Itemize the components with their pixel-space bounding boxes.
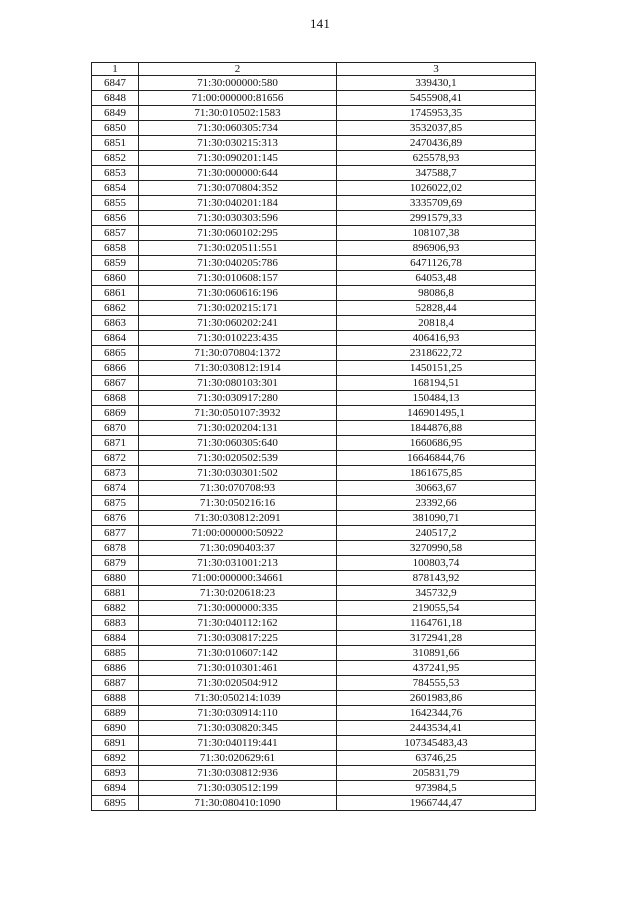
table-row <box>92 691 536 706</box>
row-number-cell: 6856 <box>92 211 139 226</box>
value-cell: 98086,8 <box>337 286 536 301</box>
cadastral-number-cell: 71:30:070804:352 <box>139 181 337 196</box>
cadastral-number-cell: 71:30:030812:1914 <box>139 361 337 376</box>
cadastral-number-cell: 71:30:020504:912 <box>139 676 337 691</box>
cadastral-number-cell: 71:30:020629:61 <box>139 751 337 766</box>
cadastral-number-cell: 71:30:030817:225 <box>139 631 337 646</box>
row-number-cell: 6869 <box>92 406 139 421</box>
value-cell: 107345483,43 <box>337 736 536 751</box>
table-row <box>92 706 536 721</box>
value-cell: 310891,66 <box>337 646 536 661</box>
value-cell: 437241,95 <box>337 661 536 676</box>
row-number-cell: 6849 <box>92 106 139 121</box>
value-cell: 100803,74 <box>337 556 536 571</box>
cadastral-value-table <box>91 62 536 811</box>
cadastral-number-cell: 71:30:040201:184 <box>139 196 337 211</box>
table-row <box>92 166 536 181</box>
table-row <box>92 601 536 616</box>
cadastral-number-cell: 71:00:000000:81656 <box>139 91 337 106</box>
column-header-3: 3 <box>337 63 536 76</box>
table-row <box>92 631 536 646</box>
row-number-cell: 6891 <box>92 736 139 751</box>
value-cell: 3172941,28 <box>337 631 536 646</box>
table-row <box>92 436 536 451</box>
table-row <box>92 211 536 226</box>
row-number-cell: 6852 <box>92 151 139 166</box>
value-cell: 1164761,18 <box>337 616 536 631</box>
cadastral-number-cell: 71:30:030301:502 <box>139 466 337 481</box>
value-cell: 219055,54 <box>337 601 536 616</box>
row-number-cell: 6868 <box>92 391 139 406</box>
value-cell: 2470436,89 <box>337 136 536 151</box>
value-cell: 64053,48 <box>337 271 536 286</box>
cadastral-number-cell: 71:30:030512:199 <box>139 781 337 796</box>
row-number-cell: 6863 <box>92 316 139 331</box>
cadastral-number-cell: 71:00:000000:50922 <box>139 526 337 541</box>
table-row <box>92 676 536 691</box>
value-cell: 896906,93 <box>337 241 536 256</box>
row-number-cell: 6872 <box>92 451 139 466</box>
table-header-row <box>92 63 536 76</box>
table-row <box>92 106 536 121</box>
row-number-cell: 6871 <box>92 436 139 451</box>
column-header-1: 1 <box>92 63 139 76</box>
cadastral-number-cell: 71:30:030215:313 <box>139 136 337 151</box>
row-number-cell: 6865 <box>92 346 139 361</box>
table-row <box>92 646 536 661</box>
table-row <box>92 571 536 586</box>
cadastral-number-cell: 71:30:090403:37 <box>139 541 337 556</box>
value-cell: 347588,7 <box>337 166 536 181</box>
cadastral-number-cell: 71:30:030303:596 <box>139 211 337 226</box>
cadastral-number-cell: 71:30:030914:110 <box>139 706 337 721</box>
table-row <box>92 271 536 286</box>
table-row <box>92 586 536 601</box>
table-row <box>92 256 536 271</box>
row-number-cell: 6862 <box>92 301 139 316</box>
row-number-cell: 6885 <box>92 646 139 661</box>
row-number-cell: 6888 <box>92 691 139 706</box>
value-cell: 16646844,76 <box>337 451 536 466</box>
value-cell: 30663,67 <box>337 481 536 496</box>
value-cell: 339430,1 <box>337 76 536 91</box>
cadastral-number-cell: 71:30:060305:734 <box>139 121 337 136</box>
cadastral-number-cell: 71:30:060305:640 <box>139 436 337 451</box>
table-row <box>92 391 536 406</box>
cadastral-number-cell: 71:30:070804:1372 <box>139 346 337 361</box>
row-number-cell: 6866 <box>92 361 139 376</box>
row-number-cell: 6853 <box>92 166 139 181</box>
row-number-cell: 6876 <box>92 511 139 526</box>
table-row <box>92 301 536 316</box>
cadastral-number-cell: 71:30:010607:142 <box>139 646 337 661</box>
cadastral-number-cell: 71:30:000000:580 <box>139 76 337 91</box>
row-number-cell: 6860 <box>92 271 139 286</box>
table-row <box>92 766 536 781</box>
row-number-cell: 6894 <box>92 781 139 796</box>
value-cell: 878143,92 <box>337 571 536 586</box>
cadastral-number-cell: 71:30:060616:196 <box>139 286 337 301</box>
table-row <box>92 151 536 166</box>
table-row <box>92 526 536 541</box>
value-cell: 5455908,41 <box>337 91 536 106</box>
value-cell: 20818,4 <box>337 316 536 331</box>
row-number-cell: 6893 <box>92 766 139 781</box>
row-number-cell: 6883 <box>92 616 139 631</box>
row-number-cell: 6867 <box>92 376 139 391</box>
value-cell: 345732,9 <box>337 586 536 601</box>
cadastral-number-cell: 71:30:010608:157 <box>139 271 337 286</box>
value-cell: 625578,93 <box>337 151 536 166</box>
row-number-cell: 6895 <box>92 796 139 811</box>
cadastral-number-cell: 71:30:040119:441 <box>139 736 337 751</box>
row-number-cell: 6873 <box>92 466 139 481</box>
row-number-cell: 6884 <box>92 631 139 646</box>
row-number-cell: 6889 <box>92 706 139 721</box>
row-number-cell: 6864 <box>92 331 139 346</box>
cadastral-number-cell: 71:30:030820:345 <box>139 721 337 736</box>
table-row <box>92 496 536 511</box>
cadastral-number-cell: 71:30:020204:131 <box>139 421 337 436</box>
table-body <box>92 76 536 811</box>
value-cell: 146901495,1 <box>337 406 536 421</box>
cadastral-number-cell: 71:30:050107:3932 <box>139 406 337 421</box>
page-number: 141 <box>309 16 331 31</box>
table-row <box>92 91 536 106</box>
column-header-2: 2 <box>139 63 337 76</box>
table-row <box>92 736 536 751</box>
table-row <box>92 721 536 736</box>
table-row <box>92 511 536 526</box>
cadastral-number-cell: 71:30:030812:2091 <box>139 511 337 526</box>
cadastral-number-cell: 71:30:031001:213 <box>139 556 337 571</box>
value-cell: 6471126,78 <box>337 256 536 271</box>
row-number-cell: 6892 <box>92 751 139 766</box>
value-cell: 52828,44 <box>337 301 536 316</box>
value-cell: 1844876,88 <box>337 421 536 436</box>
cadastral-number-cell: 71:30:020618:23 <box>139 586 337 601</box>
value-cell: 381090,71 <box>337 511 536 526</box>
row-number-cell: 6848 <box>92 91 139 106</box>
row-number-cell: 6859 <box>92 256 139 271</box>
row-number-cell: 6861 <box>92 286 139 301</box>
table-row <box>92 361 536 376</box>
table-row <box>92 316 536 331</box>
cadastral-number-cell: 71:00:000000:34661 <box>139 571 337 586</box>
value-cell: 1450151,25 <box>337 361 536 376</box>
table-row <box>92 121 536 136</box>
cadastral-number-cell: 71:30:060102:295 <box>139 226 337 241</box>
row-number-cell: 6890 <box>92 721 139 736</box>
table-row <box>92 661 536 676</box>
value-cell: 784555,53 <box>337 676 536 691</box>
value-cell: 3270990,58 <box>337 541 536 556</box>
value-cell: 3335709,69 <box>337 196 536 211</box>
row-number-cell: 6879 <box>92 556 139 571</box>
cadastral-number-cell: 71:30:020215:171 <box>139 301 337 316</box>
cadastral-number-cell: 71:30:020502:539 <box>139 451 337 466</box>
table-row <box>92 781 536 796</box>
table-row <box>92 376 536 391</box>
value-cell: 108107,38 <box>337 226 536 241</box>
row-number-cell: 6882 <box>92 601 139 616</box>
row-number-cell: 6851 <box>92 136 139 151</box>
cadastral-number-cell: 71:30:090201:145 <box>139 151 337 166</box>
table-row <box>92 241 536 256</box>
value-cell: 150484,13 <box>337 391 536 406</box>
cadastral-number-cell: 71:30:070708:93 <box>139 481 337 496</box>
value-cell: 1745953,35 <box>337 106 536 121</box>
row-number-cell: 6858 <box>92 241 139 256</box>
value-cell: 2443534,41 <box>337 721 536 736</box>
value-cell: 3532037,85 <box>337 121 536 136</box>
cadastral-number-cell: 71:30:080410:1090 <box>139 796 337 811</box>
table-row <box>92 196 536 211</box>
cadastral-number-cell: 71:30:040205:786 <box>139 256 337 271</box>
value-cell: 2991579,33 <box>337 211 536 226</box>
value-cell: 2601983,86 <box>337 691 536 706</box>
table-row <box>92 541 536 556</box>
cadastral-number-cell: 71:30:080103:301 <box>139 376 337 391</box>
value-cell: 1660686,95 <box>337 436 536 451</box>
value-cell: 1026022,02 <box>337 181 536 196</box>
value-cell: 1966744,47 <box>337 796 536 811</box>
value-cell: 23392,66 <box>337 496 536 511</box>
table-row <box>92 346 536 361</box>
cadastral-number-cell: 71:30:000000:644 <box>139 166 337 181</box>
table-row <box>92 451 536 466</box>
value-cell: 2318622,72 <box>337 346 536 361</box>
table-row <box>92 421 536 436</box>
table-row <box>92 226 536 241</box>
table-row <box>92 76 536 91</box>
value-cell: 168194,51 <box>337 376 536 391</box>
row-number-cell: 6877 <box>92 526 139 541</box>
row-number-cell: 6881 <box>92 586 139 601</box>
cadastral-number-cell: 71:30:040112:162 <box>139 616 337 631</box>
row-number-cell: 6886 <box>92 661 139 676</box>
table-row <box>92 136 536 151</box>
cadastral-number-cell: 71:30:030917:280 <box>139 391 337 406</box>
row-number-cell: 6870 <box>92 421 139 436</box>
value-cell: 406416,93 <box>337 331 536 346</box>
table-row <box>92 406 536 421</box>
table-row <box>92 796 536 811</box>
value-cell: 240517,2 <box>337 526 536 541</box>
value-cell: 63746,25 <box>337 751 536 766</box>
cadastral-number-cell: 71:30:050214:1039 <box>139 691 337 706</box>
cadastral-number-cell: 71:30:020511:551 <box>139 241 337 256</box>
row-number-cell: 6878 <box>92 541 139 556</box>
row-number-cell: 6854 <box>92 181 139 196</box>
cadastral-number-cell: 71:30:010223:435 <box>139 331 337 346</box>
row-number-cell: 6874 <box>92 481 139 496</box>
table-row <box>92 466 536 481</box>
cadastral-number-cell: 71:30:010301:461 <box>139 661 337 676</box>
table-row <box>92 286 536 301</box>
value-cell: 1861675,85 <box>337 466 536 481</box>
table-row <box>92 616 536 631</box>
cadastral-number-cell: 71:30:000000:335 <box>139 601 337 616</box>
value-cell: 205831,79 <box>337 766 536 781</box>
cadastral-number-cell: 71:30:060202:241 <box>139 316 337 331</box>
row-number-cell: 6850 <box>92 121 139 136</box>
table-row <box>92 331 536 346</box>
row-number-cell: 6847 <box>92 76 139 91</box>
row-number-cell: 6887 <box>92 676 139 691</box>
row-number-cell: 6880 <box>92 571 139 586</box>
cadastral-number-cell: 71:30:050216:16 <box>139 496 337 511</box>
table-row <box>92 556 536 571</box>
row-number-cell: 6875 <box>92 496 139 511</box>
cadastral-number-cell: 71:30:030812:936 <box>139 766 337 781</box>
cadastral-number-cell: 71:30:010502:1583 <box>139 106 337 121</box>
row-number-cell: 6857 <box>92 226 139 241</box>
value-cell: 973984,5 <box>337 781 536 796</box>
table-row <box>92 481 536 496</box>
value-cell: 1642344,76 <box>337 706 536 721</box>
table-row <box>92 181 536 196</box>
row-number-cell: 6855 <box>92 196 139 211</box>
table-row <box>92 751 536 766</box>
